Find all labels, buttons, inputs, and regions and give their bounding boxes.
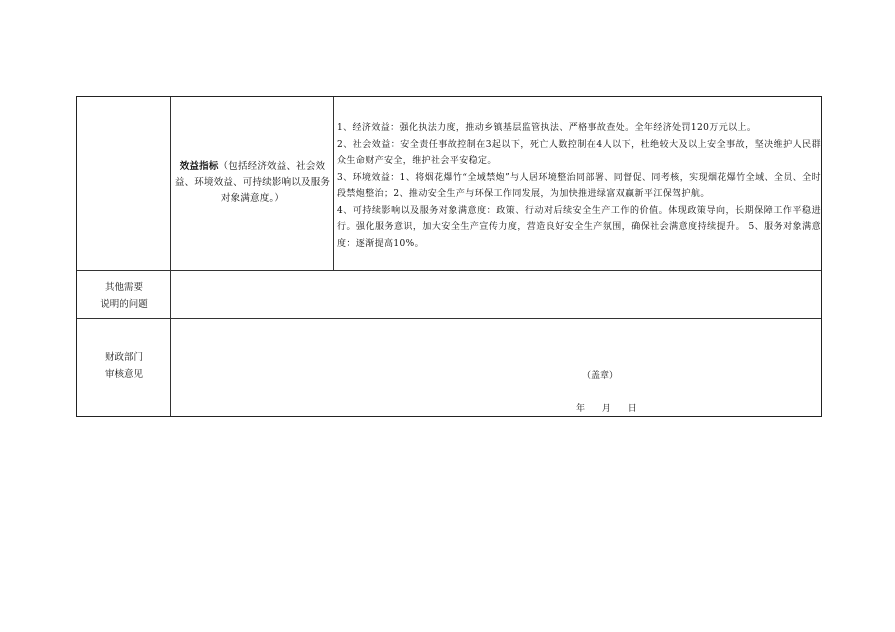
environmental-benefit-text: 3、环境效益：1、将烟花爆竹“全域禁炮”与人居环境整治同部署、同督促、同考核，实现烟花爆竹全域、全员、全时段禁炮整治；2、推动安全生产与环保工作同发展，为加快推进绿富双赢新平江保驾护航。 xyxy=(337,172,821,199)
finance-review-label-cell xyxy=(77,319,171,416)
finance-review-label xyxy=(77,349,171,383)
indicator-label xyxy=(174,159,331,207)
performance-table xyxy=(76,96,822,417)
other-issues-label xyxy=(77,279,171,313)
finance-review-label-line2: 审核意见 xyxy=(104,369,143,380)
benefit-content xyxy=(337,120,821,252)
sustainability-benefit-text: 4、可持续影响以及服务对象满意度：政策、行动对后续安全生产工作的价值。体现政策导向，长期保障工作平稳进行。强化服务意识，加大安全生产宣传力度，营造良好安全生产氛围，确保社会满意度持续提升。 5、服务对象满意度：逐渐提高10%。 xyxy=(337,205,821,249)
seal-text: （盖章） xyxy=(582,371,619,381)
other-issues-value-cell xyxy=(171,271,821,318)
indicator-title: 效益指标 xyxy=(179,161,219,172)
other-issues-row xyxy=(77,271,821,319)
indicator-description: （包括经济效益、社会效益、环境效益、可持续影响以及服务对象满意度。） xyxy=(174,161,331,204)
benefit-indicator-row xyxy=(77,97,821,271)
indicator-content-cell xyxy=(334,97,821,270)
finance-review-label-line1: 财政部门 xyxy=(104,352,143,363)
social-benefit-text: 2、社会效益：安全责任事故控制在3起以下，死亡人数控制在4人以下，杜绝较大及以上安全事故，坚决维护人民群众生命财产安全，维护社会平安稳定。 xyxy=(337,139,821,166)
finance-review-value-cell xyxy=(171,319,821,416)
other-issues-label-line1: 其他需要 xyxy=(104,282,143,293)
other-issues-label-cell xyxy=(77,271,171,318)
economic-benefit-text: 1、经济效益：强化执法力度，推动乡镇基层监管执法、严格事故查处。全年经济处罚120万元以上。 xyxy=(337,123,757,133)
finance-review-row xyxy=(77,319,821,416)
indicator-label-cell xyxy=(171,97,334,270)
date-line: 年 月 日 xyxy=(576,404,637,414)
other-issues-label-line2: 说明的问题 xyxy=(100,299,148,310)
blank-category-cell xyxy=(77,97,171,270)
